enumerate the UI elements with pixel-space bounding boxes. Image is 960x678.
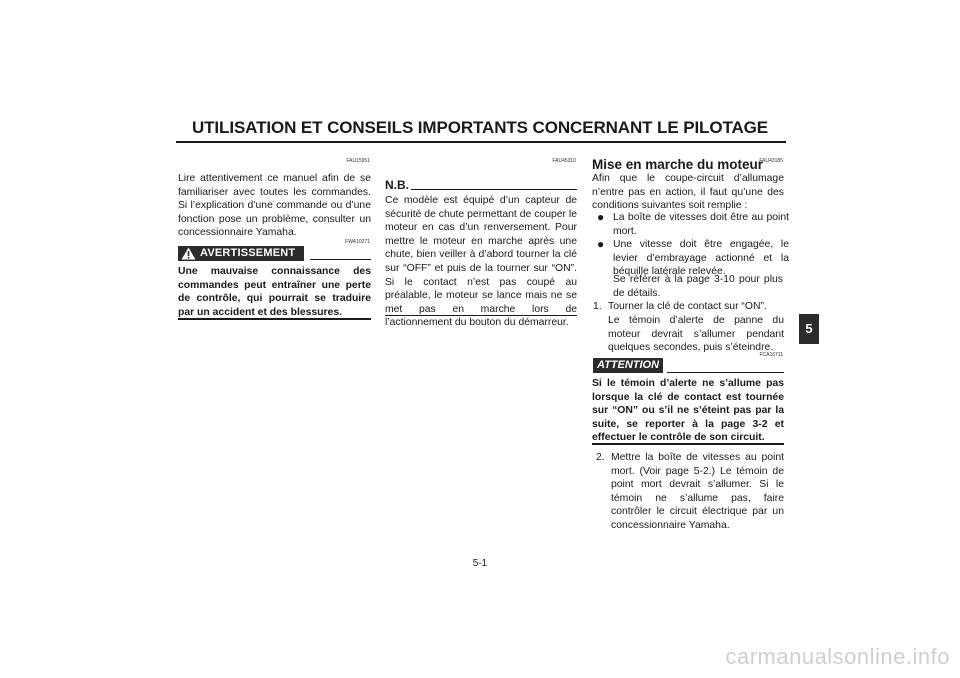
header-rule	[176, 141, 786, 143]
nb-label: N.B.	[385, 178, 409, 192]
warning-ref-code: FWA10271	[345, 239, 370, 245]
bullet-icon: ●	[597, 237, 605, 251]
bullet-text: La boîte de vitesses doit être au point mort.	[613, 212, 789, 237]
warning-label: AVERTISSEMENT	[200, 247, 296, 259]
warning-end-rule	[178, 318, 371, 320]
nb-paragraph: Ce modèle est équipé d’un capteur de sécurité de chute permettant de couper le moteur en cas d’un renversement. Pour mettre le moteur en marche après une chute, bien veiller à d’abord tourner la clé sur “OFF” et puis de la tourner sur “ON”. Si le contact n’est pas coupé au préalable, le moteur se lance mais ne se met pas en marche lors de l’actionnement du bouton du démarreur.	[385, 195, 577, 329]
step-text: Mettre la boîte de vitesses au point mort. (Voir page 5-2.) Le témoin de point mort devrait s’allumer. Si le témoin ne s’allume pas, faire contrôler le circuit électrique par un concessionnaire Yamaha.	[611, 452, 784, 531]
nb-rule	[411, 189, 577, 190]
step-note: Le témoin d’alerte de panne du moteur devrait s’allumer pendant quelques secondes, puis s’éteindre.	[608, 315, 784, 354]
bullet-icon: ●	[597, 210, 605, 224]
warning-header	[178, 246, 304, 261]
step-text: Tourner la clé de contact sur “ON”.	[608, 301, 767, 312]
step-item	[596, 451, 786, 531]
attention-text: Si le témoin d’alerte ne s’allume pas lorsque la clé de contact est tournée sur “ON” ou s’il ne s’éteint pas par la suite, se reporter à la page 3-2 et effectuer le contrôle de son circuit.	[592, 378, 784, 444]
step-item	[593, 300, 785, 314]
attention-rule	[667, 372, 784, 373]
bullet-note: Se référer à la page 3-10 pour plus de détails.	[613, 274, 783, 299]
warning-text: Une mauvaise connaissance des commandes peut entraîner une perte de contrôle, qui pourrait se traduire par un accident et des blessures.	[178, 266, 371, 318]
page-title: UTILISATION ET CONSEILS IMPORTANTS CONCERNANT LE PILOTAGE	[191, 118, 769, 137]
step-number: 1.	[593, 301, 602, 312]
list-item	[597, 211, 789, 239]
watermark: carmanualsonline.info	[725, 644, 950, 669]
attention-end-rule	[592, 443, 784, 445]
section-intro: Afin que le coupe-circuit d’allumage n’entre pas en action, il faut qu’une des conditions suivantes soit remplie :	[592, 173, 784, 212]
warning-icon	[181, 247, 196, 260]
intro-paragraph: Lire attentivement ce manuel afin de se familiariser avec toutes les commandes. Si l’explication d’une commande ou d’une fonction pose un problème, consulter un concessionnaire Yamaha.	[178, 173, 371, 239]
nb-end-rule	[385, 315, 577, 316]
page-number: 5-1	[472, 558, 488, 569]
attention-header: ATTENTION	[593, 358, 663, 373]
ref-code: FAU15951	[346, 158, 370, 164]
attention-ref-code: FCA16711	[759, 352, 783, 358]
section-title: Mise en marche du moteur	[592, 157, 764, 172]
section-ref-code: FAU43185	[759, 158, 783, 164]
bullet-text: Une vitesse doit être engagée, le levier d’embrayage actionné et la béquille latérale relevée.	[613, 239, 789, 278]
warning-rule	[310, 259, 371, 260]
chapter-tab: 5	[799, 314, 819, 344]
step-number: 2.	[596, 452, 605, 463]
nb-ref-code: FAU45310	[552, 158, 576, 164]
